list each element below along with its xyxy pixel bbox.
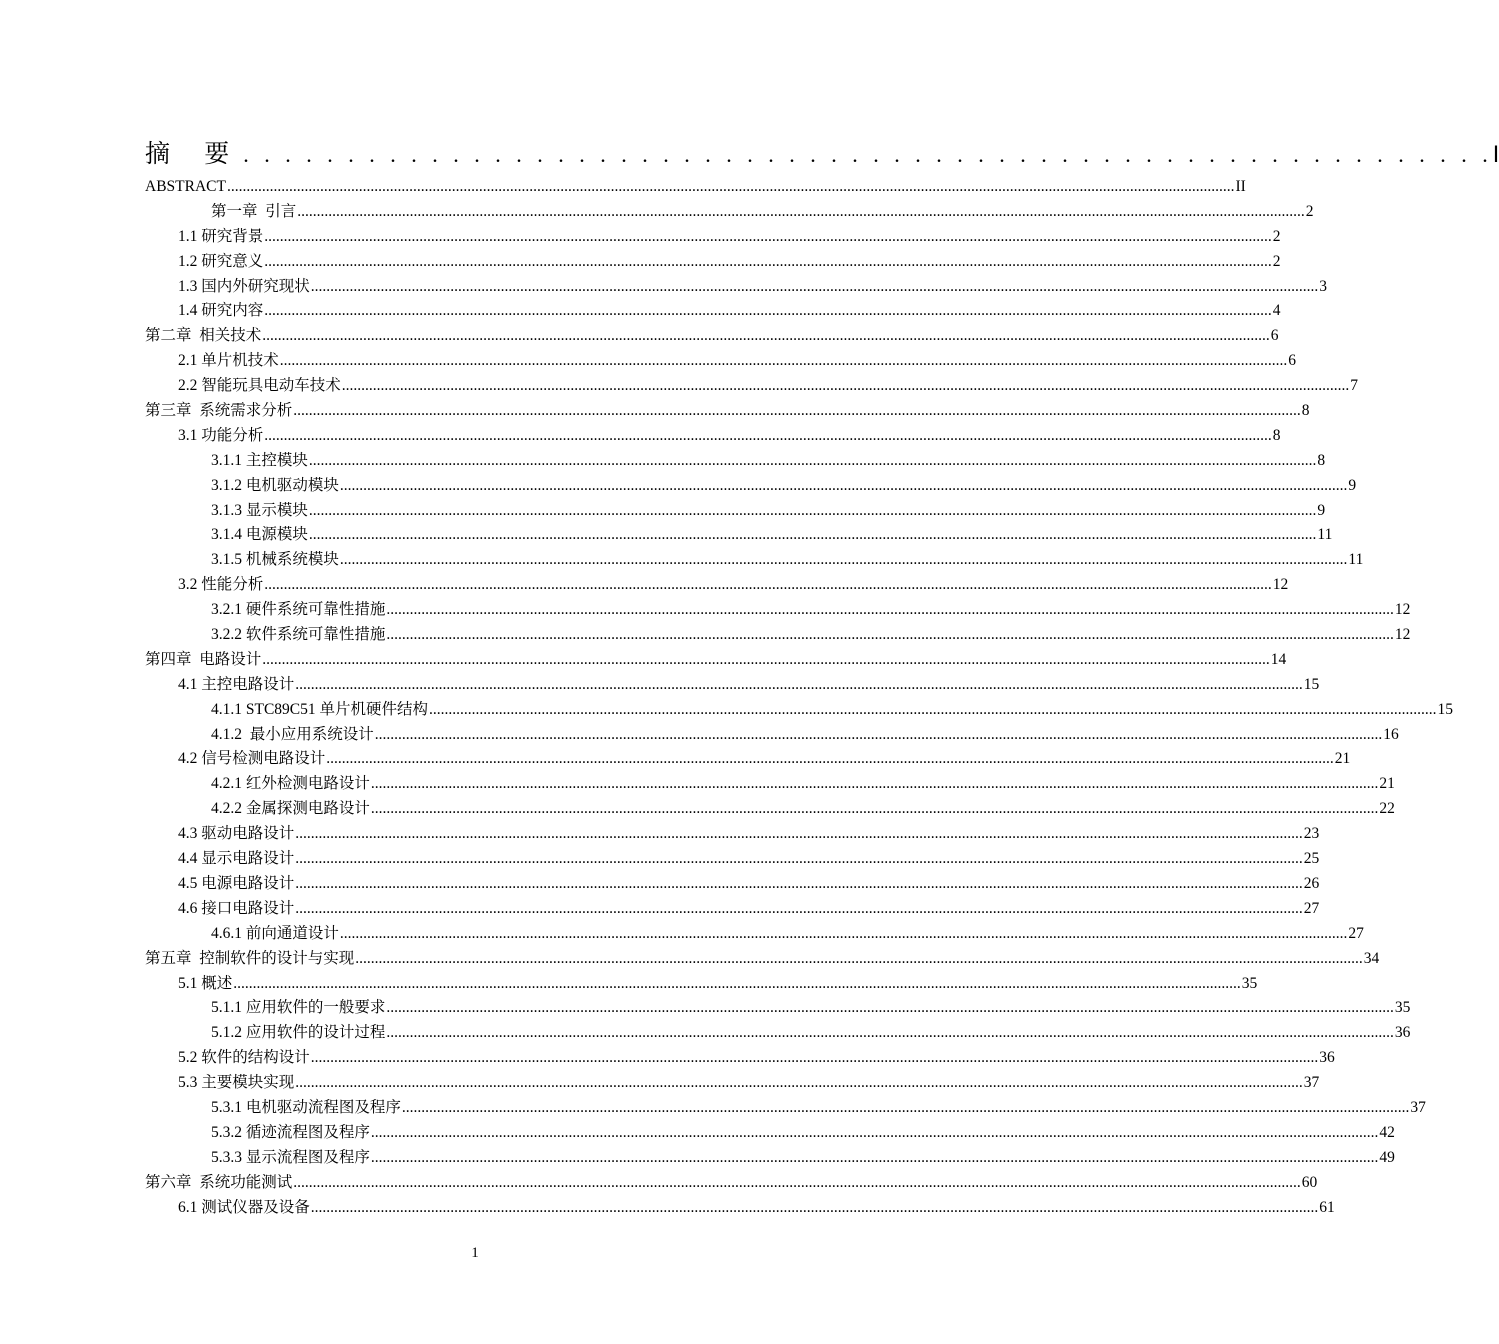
toc-entry-label: 1.2 研究意义 (178, 252, 264, 270)
dot-leader: .................................................................................................................................................................................................................................................................... (310, 277, 1319, 295)
toc-entry[interactable] (145, 474, 1357, 499)
dot-leader: .................................................................................................................................................................................................................................................................... (293, 1173, 1301, 1191)
dot-leader: .................................................................................................................................................................................................................................................................... (295, 1074, 1303, 1092)
toc-entry[interactable] (145, 449, 1326, 474)
toc-entry[interactable] (145, 324, 1279, 349)
toc-entry-page: 27 (1348, 924, 1364, 942)
toc-entry[interactable] (145, 996, 1411, 1021)
toc-entry[interactable] (145, 847, 1320, 872)
toc-entry-page: 11 (1317, 526, 1333, 544)
dot-leader: .................................................................................................................................................................................................................................................................... (233, 974, 1241, 992)
toc-entry[interactable] (145, 225, 1281, 250)
toc-entry-label: 5.3.2 循迹流程图及程序 (211, 1123, 370, 1141)
dot-leader: .................................................................................................................................................................................................................................................................... (293, 402, 1301, 420)
toc-entry-page: 14 (1270, 650, 1287, 668)
toc-entry-label: 3.2.1 硬件系统可靠性措施 (211, 601, 386, 619)
toc-entry[interactable] (145, 374, 1359, 399)
page-number: 1 (471, 1245, 479, 1261)
toc-entry-page: 9 (1348, 476, 1357, 494)
toc-entry-label: 4.1.2 最小应用系统设计 (211, 725, 374, 743)
dot-leader: .................................................................................................................................................................................................................................................................... (370, 1148, 1379, 1166)
table-of-contents (145, 134, 1499, 1220)
dot-leader: .................................................................................................................................................................................................................................................................... (339, 551, 1348, 569)
dot-leader: .................................................................................................................................................................................................................................................................... (264, 302, 1272, 320)
toc-entry-page: 15 (1437, 700, 1454, 718)
toc-entry-label: 4.2.2 金属探测电路设计 (211, 800, 370, 818)
dot-leader: .................................................................................................................................................................................................................................................................... (374, 725, 1383, 743)
toc-entry[interactable] (145, 523, 1333, 548)
toc-entry-label: 第五章 控制软件的设计与实现 (145, 949, 355, 967)
toc-entry[interactable] (145, 499, 1326, 524)
toc-entry-page: 37 (1303, 1074, 1320, 1092)
toc-entry[interactable] (145, 424, 1281, 449)
toc-entry-page: 12 (1394, 601, 1411, 619)
toc-entry-label: 3.1.4 电源模块 (211, 526, 308, 544)
dot-leader: .................................................................................................................................................................................................................................................................... (279, 352, 1288, 370)
dot-leader: .................................................................................................................................................................................................................................................................... (386, 601, 1394, 619)
toc-entry-label: 3.1.1 主控模块 (211, 451, 308, 469)
toc-entry-label: 第二章 相关技术 (145, 327, 262, 345)
dot-leader: .................................................................................................................................................................................................................................................................... (355, 949, 1363, 967)
toc-entry-page: 61 (1319, 1198, 1335, 1216)
toc-entry-label: 4.6.1 前向通道设计 (211, 924, 339, 942)
toc-entry-page: 21 (1334, 750, 1351, 768)
toc-entry[interactable] (145, 797, 1395, 822)
dot-leader: .................................................................................................................................................................................................................................................................... (295, 899, 1303, 917)
toc-entry-page: 3 (1319, 277, 1328, 295)
toc-entry-list (145, 175, 1454, 1220)
toc-entry-page: 23 (1303, 825, 1320, 843)
toc-entry[interactable] (145, 648, 1287, 673)
toc-entry-page: 6 (1288, 352, 1297, 370)
toc-entry-page: 35 (1394, 999, 1411, 1017)
toc-entry-label: ABSTRACT (145, 178, 226, 195)
dot-leader: .................................................................................................................................................................................................................................................................... (262, 327, 1270, 345)
toc-entry-label: 第一章 引言 (211, 202, 297, 220)
toc-entry-page: 42 (1379, 1123, 1395, 1141)
dot-leader: .................................................................................................................................................................................................................................................................... (297, 202, 1305, 220)
toc-entry-page: 6 (1270, 327, 1279, 345)
toc-entry-label: 4.4 显示电路设计 (178, 850, 295, 868)
toc-entry[interactable] (145, 1171, 1318, 1196)
toc-entry-label: 1.3 国内外研究现状 (178, 277, 310, 295)
toc-entry[interactable] (145, 598, 1411, 623)
dot-leader: .................................................................................................................................................................................................................................................................... (386, 626, 1394, 644)
toc-entry[interactable] (145, 399, 1310, 424)
toc-entry[interactable] (145, 972, 1258, 997)
dot-leader: .................................................................................................................................................................................................................................................................... (308, 501, 1317, 519)
toc-entry-label: 3.1.3 显示模块 (211, 501, 308, 519)
toc-entry[interactable] (145, 947, 1380, 972)
dot-leader: .................................................................................................................................................................................................................................................................... (295, 874, 1303, 892)
toc-entry-page: 34 (1363, 949, 1380, 967)
toc-entry-page: 60 (1301, 1173, 1318, 1191)
dot-leader: .................................................................................................................................................................................................................................................................... (264, 227, 1272, 245)
toc-entry[interactable] (145, 922, 1364, 947)
toc-entry-page: 22 (1379, 800, 1395, 818)
toc-entry-page: 9 (1317, 501, 1326, 519)
dot-leader: .................................................................................................................................................................................................................................................................... (295, 825, 1303, 843)
toc-entry-page: 11 (1348, 551, 1364, 569)
toc-entry-page: 36 (1319, 1049, 1335, 1067)
toc-entry-label: 4.5 电源电路设计 (178, 874, 295, 892)
toc-entry-label: 6.1 测试仪器及设备 (178, 1198, 310, 1216)
dot-leader: .................................................................................................................................................................................................................................................................... (341, 377, 1350, 395)
dot-leader: .................................................................................................................................................................................................................................................................... (310, 1049, 1319, 1067)
toc-entry-page: 4 (1272, 302, 1281, 320)
toc-entry-label: 第六章 系统功能测试 (145, 1173, 293, 1191)
dot-leader: .................................................................................................................................................................................................................................................................... (339, 924, 1348, 942)
toc-entry[interactable] (145, 250, 1281, 275)
dot-leader: .................................................................................................................................................................................................................................................................... (295, 675, 1303, 693)
dot-leader: .................................................................................................................................................................................................................................................................... (264, 252, 1272, 270)
toc-entry-label: 4.1.1 STC89C51 单片机硬件结构 (211, 700, 429, 718)
toc-entry-page: 21 (1379, 775, 1395, 793)
toc-entry-label: 第四章 电路设计 (145, 650, 262, 668)
toc-entry[interactable] (145, 1096, 1426, 1121)
toc-entry-label: 4.2.1 红外检测电路设计 (211, 775, 370, 793)
toc-entry[interactable] (145, 897, 1320, 922)
dot-leader: .................................................................................................................................................................................................................................................................... (429, 700, 1437, 718)
toc-entry-page: 26 (1303, 874, 1320, 892)
dot-leader: .................................................................................................................................................................................................................................................................... (370, 800, 1379, 818)
toc-entry[interactable] (145, 698, 1454, 723)
toc-entry-page: 12 (1394, 626, 1411, 644)
toc-entry-page: 8 (1301, 402, 1310, 420)
toc-entry-label: 5.1.1 应用软件的一般要求 (211, 999, 386, 1017)
toc-entry[interactable] (145, 772, 1395, 797)
toc-entry-label: 5.1 概述 (178, 974, 233, 992)
toc-title: 摘 要 (145, 141, 244, 168)
dot-leader: .................................................................................................................................................................................................................................................................... (339, 476, 1348, 494)
dot-leader: .................................................................................................................................................................................................................................................................... (295, 850, 1303, 868)
dot-leader: .................................................................................................................................................................................................................................................................... (386, 999, 1394, 1017)
toc-entry-page: 36 (1394, 1024, 1411, 1042)
toc-entry-page: 49 (1379, 1148, 1395, 1166)
toc-entry[interactable] (145, 349, 1297, 374)
dot-leader: .................................................................................................................................................................................................................................................................... (370, 775, 1379, 793)
toc-entry-label: 3.2.2 软件系统可靠性措施 (211, 626, 386, 644)
dot-leader: .................................................................................................................................................................................................................................................................... (310, 1198, 1319, 1216)
toc-entry-page: 7 (1350, 377, 1359, 395)
toc-entry-page: 2 (1305, 202, 1314, 220)
toc-entry[interactable] (145, 548, 1364, 573)
toc-entry[interactable] (145, 872, 1320, 897)
toc-entry[interactable] (145, 673, 1320, 698)
toc-entry-label: 2.1 单片机技术 (178, 352, 279, 370)
toc-entry-page: 37 (1410, 1098, 1426, 1116)
toc-entry-page: II (1235, 178, 1246, 195)
toc-entry-page: 16 (1383, 725, 1399, 743)
toc-entry[interactable] (145, 1021, 1411, 1046)
toc-entry[interactable] (145, 822, 1320, 847)
toc-entry-label: 3.1.5 机械系统模块 (211, 551, 339, 569)
toc-entry[interactable] (145, 200, 1314, 225)
toc-entry-page: 2 (1272, 252, 1281, 270)
dot-leader: .................................................................................................................................................................................................................................................................... (308, 526, 1317, 544)
toc-entry[interactable] (145, 1196, 1335, 1221)
toc-entry-label: 5.3.1 电机驱动流程图及程序 (211, 1098, 401, 1116)
dot-leader: .................................................................................................................................................................................................................................................................... (308, 451, 1317, 469)
toc-entry-label: 3.1 功能分析 (178, 426, 264, 444)
toc-entry[interactable] (145, 299, 1281, 324)
toc-entry-page: 8 (1317, 451, 1326, 469)
toc-entry-label: 3.2 性能分析 (178, 576, 264, 594)
toc-entry[interactable] (145, 1146, 1395, 1171)
toc-entry-page: 8 (1272, 426, 1281, 444)
toc-entry-label: 4.2 信号检测电路设计 (178, 750, 326, 768)
dot-leader: .................................................................................................................................................................................................................................................................... (264, 576, 1272, 594)
toc-entry-page: 2 (1272, 227, 1281, 245)
toc-entry-page: 27 (1303, 899, 1320, 917)
toc-entry-label: 1.1 研究背景 (178, 227, 264, 245)
toc-entry-label: 2.2 智能玩具电动车技术 (178, 377, 341, 395)
toc-entry-page: 12 (1272, 576, 1289, 594)
dot-leader: .................................................................................................................................................................................................................................................................... (370, 1123, 1379, 1141)
dot-leader: .................................................................................................................................................................................................................................................................... (401, 1098, 1410, 1116)
dot-leader: .................................................................................................................................................................................................................................................................... (386, 1024, 1394, 1042)
toc-entry-label: 5.3 主要模块实现 (178, 1074, 295, 1092)
toc-title-row[interactable] (145, 134, 1499, 170)
toc-entry[interactable] (145, 175, 1246, 200)
toc-entry-page: 15 (1303, 675, 1320, 693)
toc-title-page: I (1492, 143, 1499, 168)
toc-entry-label: 4.3 驱动电路设计 (178, 825, 295, 843)
dot-leader: .................................................................................................................................................................................................................................................................... (262, 650, 1270, 668)
toc-entry-label: 3.1.2 电机驱动模块 (211, 476, 339, 494)
toc-entry-page: 25 (1303, 850, 1320, 868)
toc-entry[interactable] (145, 1121, 1395, 1146)
toc-entry-label: 5.3.3 显示流程图及程序 (211, 1148, 370, 1166)
toc-entry[interactable] (145, 623, 1411, 648)
dot-leader: . . . . . . . . . . . . . . . . . . . . . . . . . . . . . . . . . . . . . . . . . . . . . . . . . . . . . . . . . . . . (243, 142, 1493, 167)
dot-leader: .................................................................................................................................................................................................................................................................... (326, 750, 1334, 768)
toc-entry-label: 4.1 主控电路设计 (178, 675, 295, 693)
dot-leader: .................................................................................................................................................................................................................................................................... (226, 178, 1235, 195)
toc-entry-page: 35 (1241, 974, 1258, 992)
toc-entry[interactable] (145, 573, 1289, 598)
toc-entry-label: 第三章 系统需求分析 (145, 402, 293, 420)
toc-entry[interactable] (145, 1071, 1320, 1096)
toc-entry-label: 5.1.2 应用软件的设计过程 (211, 1024, 386, 1042)
toc-entry-label: 5.2 软件的结构设计 (178, 1049, 310, 1067)
toc-entry[interactable] (145, 1046, 1335, 1071)
toc-entry-label: 4.6 接口电路设计 (178, 899, 295, 917)
toc-entry[interactable] (145, 723, 1399, 748)
dot-leader: .................................................................................................................................................................................................................................................................... (264, 426, 1272, 444)
toc-entry[interactable] (145, 747, 1351, 772)
toc-entry[interactable] (145, 275, 1328, 300)
toc-entry-label: 1.4 研究内容 (178, 302, 264, 320)
